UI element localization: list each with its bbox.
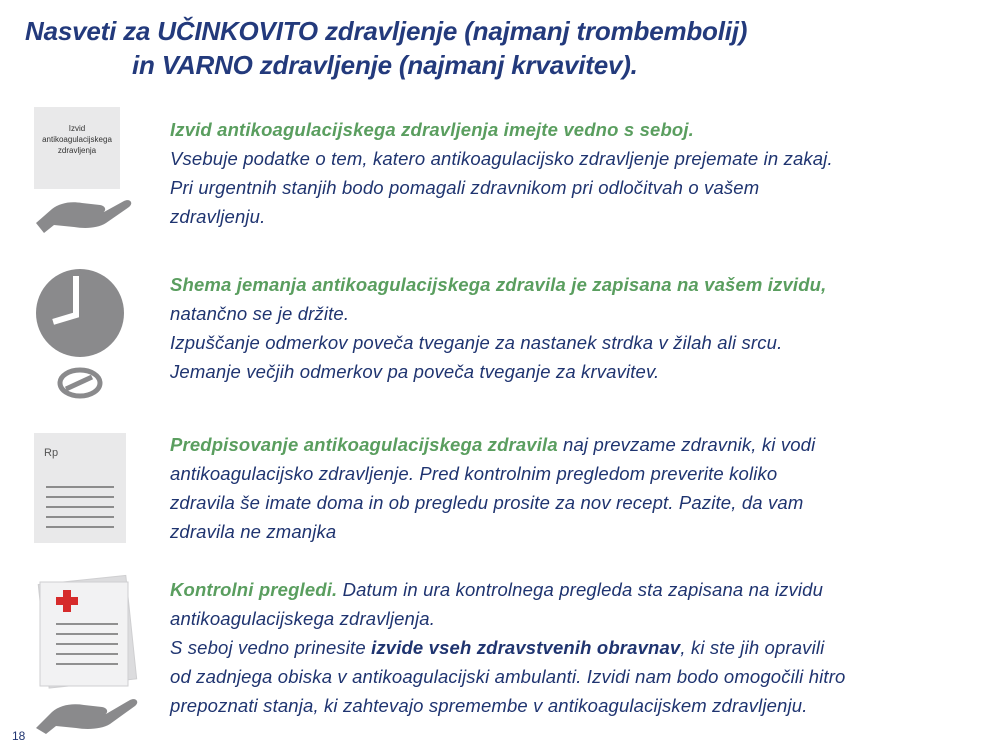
tip-prescription-line [170,430,970,459]
tip-prescription [0,430,1000,550]
tip-report [0,105,1000,245]
tip-checkups-text: Datum in ura kontrolnega pregleda sta zapisana na izvidu [337,579,824,600]
title-line-2: in VARNO zdravljenje (najmanj krvavitev). [132,50,638,80]
title-line-1: Nasveti za UČINKOVITO zdravljenje (najmanj trombembolij) [25,16,748,46]
tip-report-line: Vsebuje podatke o tem, katero antikoagulacijsko zdravljenje prejemate in zakaj. [170,148,833,169]
prescription-icon [30,430,130,545]
tip-prescription-heading: Predpisovanje antikoagulacijskega zdravila [170,434,558,455]
tip-schedule-line: Jemanje večjih odmerkov pa poveča tveganje za krvavitev. [170,361,660,382]
tip-checkups-text: S seboj vedno prinesite [170,637,372,658]
report-card-in-hand-icon [30,105,140,240]
medical-records-in-hand-icon [30,572,150,737]
clock-and-pill-icon [30,265,130,405]
tip-schedule-heading: Shema jemanja antikoagulacijskega zdravila je zapisana na vašem izvidu, [170,274,827,295]
tip-checkups-line: od zadnjega obiska v antikoagulacijski ambulanti. Izvidi nam bodo omogočili hitro [170,666,846,687]
tip-checkups-line: prepoznati stanja, ki zahtevajo spremembe v antikoagulacijskem zdravljenju. [170,695,808,716]
tip-prescription-line: zdravila še imate doma in ob pregledu prosite za nov recept. Pazite, da vam [170,492,804,513]
tip-checkups-line [170,575,970,604]
tip-checkups-line [170,633,970,662]
svg-text:Rp: Rp [44,447,59,459]
tip-checkups-emphasis: izvide vseh zdravstvenih obravnav [371,637,681,658]
svg-text:Izvid: Izvid [68,124,86,133]
tip-schedule [0,265,1000,405]
tip-prescription-line: zdravila ne zmanjka [170,521,337,542]
tip-checkups-text: , ki ste jih opravili [680,637,825,658]
tip-schedule-line: Izpuščanje odmerkov poveča tveganje za nastanek strdka v žilah ali srcu. [170,332,783,353]
tip-schedule-line: natančno se je držite. [170,303,350,324]
tip-checkups-line: antikoagulacijskega zdravljenja. [170,608,435,629]
tip-prescription-text: naj prevzame zdravnik, ki vodi [557,434,816,455]
tip-checkups-heading: Kontrolni pregledi. [170,579,338,600]
tip-prescription-line: antikoagulacijsko zdravljenje. Pred kontrolnim pregledom preverite koliko [170,463,778,484]
tip-report-line: zdravljenju. [170,206,266,227]
page-number: 18 [12,729,26,743]
tip-report-heading: Izvid antikoagulacijskega zdravljenja imejte vedno s seboj. [170,119,694,140]
tip-report-line: Pri urgentnih stanjih bodo pomagali zdravnikom pri odločitvah o vašem [170,177,760,198]
page-title [0,14,1000,82]
svg-text:antikoagulacijskega: antikoagulacijskega [42,135,112,144]
svg-text:zdravljenja: zdravljenja [57,146,97,155]
tip-checkups [0,572,1000,737]
